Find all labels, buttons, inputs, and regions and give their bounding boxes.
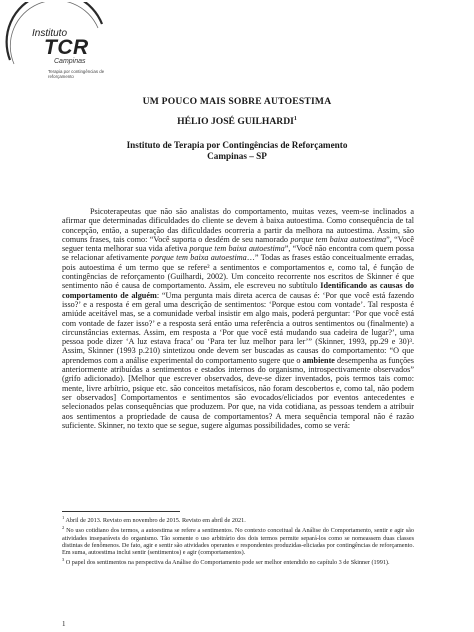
text-run: ”, “Você seguer tenta melhorar sua vida afetiva <box>62 234 414 254</box>
footnote-1: $^1$ Abril de 2013. Revisto em novembro de 2015. Revisto em abril de 2021. <box>62 515 246 525</box>
footnote-text: O papel dos sentimentos na perspectiva da Análise do Comportamento pode ser melhor entendido no capítulo 3 de Skinner (1991). <box>65 559 390 567</box>
logo-line-3: Campinas <box>54 58 86 65</box>
footnote-text: No uso cotidiano dos termos, a autoestima se refere a sentimentos. No contexto conceitual da Análise do Comportamento, sentir e agir são atividades inseparáveis do organismo. Tão somente o uso arbitrário dos dois termos permite separá-los como se nomeassem duas classes distintas de fenômenos. De fato, agir e sentir são atividades operantes e respondentes produzidas-eliciadas por contingências de reforçamento. Em suma, autoestima inclui sentir (sentimentos) e agir (comportamentos). <box>62 527 414 556</box>
document-title: UM POUCO MAIS SOBRE AUTOESTIMA <box>142 96 332 107</box>
logo-line-2: TCR <box>44 36 89 59</box>
institution-name: Instituto de Terapia por Contingências de Reforçamento <box>126 140 348 150</box>
author-footnote-marker: 1 <box>293 116 297 122</box>
logo-tagline: Terapia por contingências de reforçamento <box>48 69 105 79</box>
text-run: ”, “Você não encontra com quem possa se relacionar afetivamente <box>62 244 414 263</box>
text-run: …” Todas as frases estão conceitualmente erradas, pois autoestima é um termo que se refere² a sentimentos e comportamentos e, como tal, é função de contingências de reforçamento (Guilhardi, 2002). Um conceito recorrente nos escritos de Skinner é que sentimento não é causa de comportamento. Assim, ele escreveu no subtítulo <box>62 253 414 291</box>
body-paragraph <box>62 207 414 430</box>
institute-logo <box>4 2 124 88</box>
italic-run: porque tem baixa autoestima <box>150 253 247 263</box>
footnote-3: $^3$ O papel dos sentimentos na perspectiva da Análise do Comportamento pode ser melhor entendido no capítulo 3 de Skinner (1991). <box>62 557 390 567</box>
author-name: HÉLIO JOSÉ GUILHARDI <box>177 116 294 128</box>
footnotes <box>62 514 414 566</box>
institution-location: Campinas – SP <box>207 151 267 161</box>
author-line <box>0 116 474 127</box>
bold-subtitle: Identificando as causas do comportamento de alguém <box>62 281 414 300</box>
text-run: : “Uma pergunta mais direta acerca de causas é: ‘Por que você está fazendo isso?’ e a resposta é em geral uma descrição de sentimentos: ‘Porque estou com vontade’. Tal resposta é amiúde aceitável mas, se a comunidade verbal insistir em algo mais, poderá perguntar: ‘Por que você está com vontade de fazer isso?’ e a resposta será então uma referência a outros sentimentos ou (finalmente) a circunstâncias externas. Assim, em resposta a ‘Por que você está mudando sua cadeira de lugar?’, uma pessoa pode dizer ‘A luz estava fraca’ ou ‘Para ter luz melhor para ler’” (Skinner, 1993, pp.29 e 30)³. Assim, Skinner (1993 p.210) sintetizou onde devem ser buscadas as causas do comportamento: “O que aprendemos com a análise experimental do comportamento sugere que o <box>62 290 414 365</box>
footnote-2: $^2$ No uso cotidiano dos termos, a autoestima se refere a sentimentos. No contexto conceitual da Análise do Comportamento, sentir e agir são atividades inseparáveis do organismo. Tão somente o uso arbitrário dos dois termos permite separá-los como se nomeassem duas classes distintas de fenômenos. De fato, agir e sentir são atividades operantes e respondentes produzidas-eliciadas por contingências de reforçamento. Em suma, autoestima inclui sentir (sentimentos) e agir (comportamentos). <box>62 525 414 556</box>
italic-run: porque tem baixa autoestima <box>290 234 387 244</box>
bold-term: ambiente <box>302 355 335 365</box>
body-text <box>62 207 414 430</box>
italic-run: porque tem baixa autoestima <box>189 244 285 254</box>
logo-line-1: Instituto <box>32 28 68 39</box>
footnote-text: Abril de 2013. Revisto em novembro de 2015. Revisto em abril de 2021. <box>65 517 246 525</box>
footnote-divider <box>62 511 180 512</box>
text-run: Psicoterapeutas que não são analistas do comportamento, muitas vezes, veem-se inclinados a afirmar que determinadas dificuldades do cliente se devem à baixa autoestima. Como consequência de tal concepção, então, a superação das dificuldades ocorreria a partir da melhora na autoestima. Assim, são comuns frases, tais como: “Você suporta o desdém de seu namorado <box>62 207 414 244</box>
institution-block <box>0 140 474 162</box>
page-number: 1 <box>62 620 66 628</box>
text-run: desempenha as funções anteriormente atribuídas a sentimentos e estados internos do organismo, introspectivamente observados” (grifo adicionado). [Melhor que escrever observados, deve-se dizer inventados, pois termos tais como: mente, livre arbítrio, psique etc. são conceitos metafísicos, não foram descobertos e, como tal, não podem ser observados] Comportamentos e sentimentos são evocados/eliciados por eventos antecedentes e selecionados pelas consequências que produzem. Por que, na vida cotidiana, as pessoas tendem a atribuir aos sentimentos a propriedade de causa de comportamentos? A mera sequência temporal não é razão suficiente. Skinner, no texto que se segue, sugere algumas possibilidades, como se verá: <box>62 355 414 430</box>
